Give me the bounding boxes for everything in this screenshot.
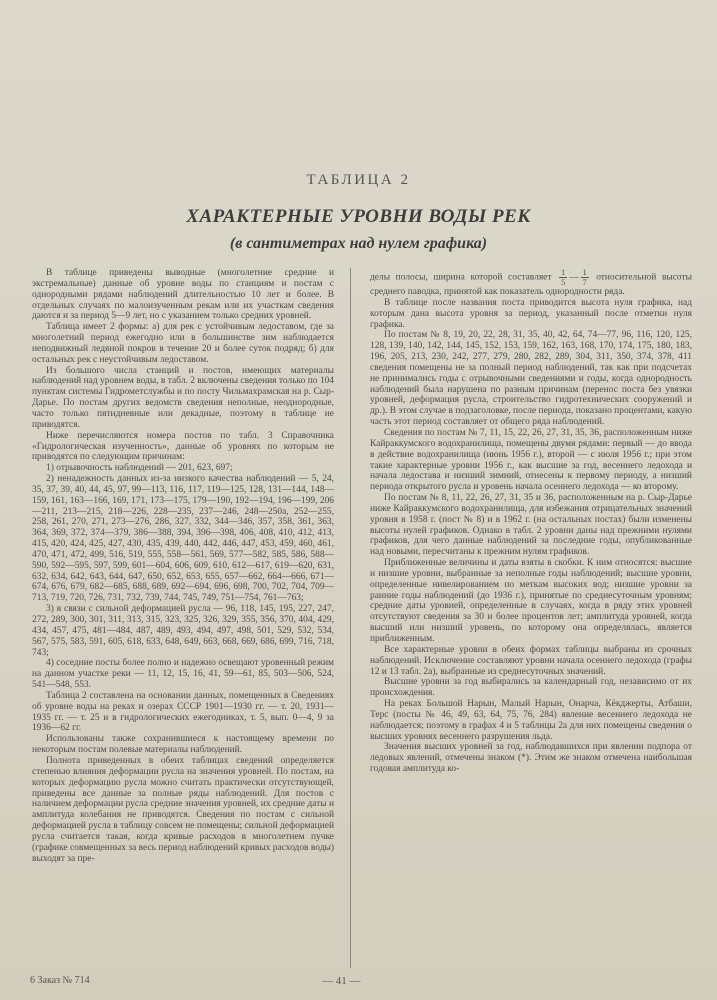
paragraph: Таблица имеет 2 формы: а) для рек с устойчивым ледоставом, где за многолетний период ежегодно или в большинстве зим наблюдается неподвижный ледяной покров в течение 20 и более суток подряд; б) для остальных рек с неустойчивым ледоставом. <box>32 322 334 365</box>
list-item: 2) ненадежность данных из-за низкого качества наблюдений — 5, 24, 35, 37, 39, 40, 44, 45, 97, 99—113, 116, 117, 119—125, 128, 131—144, 148—159, 161, 163—166, 169, 171, 173—175, 179—190, 192—194, 196—199, 206—211, 213—215, 218—226, 228—235, 237—246, 248—250а, 252—255, 258, 261, 270, 271, 273—276, 286, 327, 332, 344—346, 357, 358, 361, 363, 364, 369, 372, 374—379, 386—388, 394, 396—398, 406, 408, 410, 412, 413, 415, 420, 424, 425, 427, 430, 435, 439, 440, 442, 446, 447, 453, 459, 460, 461, 470, 471, 472, 499, 516, 519, 555, 558—561, 569, 577—582, 585, 586, 588—590, 592—595, 597, 599, 601—604, 606, 609, 610, 612—617, 619—620, 631, 632, 634, 642, 643, 644, 647, 650, 652, 653, 655, 657—662, 664—666, 671—674, 676, 679, 682—685, 688, 689, 692—694, 696, 698, 700, 702, 704, 709—713, 719, 720, 726, 731, 732, 739, 744, 745, 749, 751—754, 761—763; <box>32 474 334 604</box>
paragraph: Сведения по постам № 7, 11, 15, 22, 26, 27, 31, 35, 36, расположенным ниже Кайраккумского водохранилища, помещены двумя рядами: первый — до ввода в действие водохранилища (июнь 1956 г.), второй — с июля 1956 г.; при этом такие характерные уровни 1956 г., как высшие за год, весеннего ледохода и начала ледостава и низший зимний, отнесены к первому периоду, а низший периода открытого русла и уровень начала осеннего ледохода — ко второму. <box>370 427 692 493</box>
paragraph: По постам № 8, 19, 20, 22, 28, 31, 35, 40, 42, 64, 74—77, 96, 116, 120, 125, 128, 139, 140, 142, 144, 145, 152, 153, 159, 162, 163, 168, 170, 174, 175, 180, 183, 196, 205, 213, 230, 242, 277, 279, 280, 282, 289, 304, 311, 350, 374, 378, 411 сведения помещены не за полный период наблюдений, так как при подсчетах не принимались годы с отрывочными сведениями и годы, когда однородность наблюдений была нарушена по разным причинам (перенос поста без увязки уровней, деформация русла, строительство гидротехнических сооружений и др.). В этом случае в подзаголовке, после периода, показано процентами, какую часть этот период составляет от общего ряда наблюдений. <box>370 330 692 428</box>
left-column <box>32 268 334 958</box>
footer-print-info: 6 Заказ № 714 <box>30 975 90 986</box>
page-subtitle: (в сантиметрах над нулем графика) <box>229 235 488 252</box>
list-item: 1) отрывочность наблюдений — 201, 623, 697; <box>46 463 233 474</box>
fraction-numerator: 1 <box>561 268 566 277</box>
paragraph: Высшие уровни за год выбирались за календарный год, независимо от их происхождения. <box>370 677 692 699</box>
fraction-numerator: 1 <box>582 268 587 277</box>
paragraph: По постам № 8, 11, 22, 26, 27, 31, 35 и 36, расположенным на р. Сыр-Дарье ниже Кайраккумского водохранилища, для избежания отрицательных значений уровня в 1958 г. (пост № 8) и в 1962 г. (на остальных постах) были изменены высоты нулей графиков. Однако в табл. 2 уровни даны над прежними нулями графиков, для чего данные наблюдений за последние годы, опубликованные над новыми, пересчитаны к прежним нулям графиков. <box>370 493 692 558</box>
paragraph: Приближенные величины и даты взяты в скобки. К ним относятся: высшие и низшие уровни, выбранные за неполные годы наблюдений; высшие уровни, определенные нивелированием по меткам высоких вод; низшие уровни за ранние годы наблюдений (до 1936 г.), принятые по среднесуточным уровням; средние даты уровней, определенные в случаях, когда в ряду этих уровней отсутствуют сведения за 30 и более процентов лет; амплитуда уровней, когда высший или низший уровень, по которому она определялась, является приближенным. <box>370 558 692 644</box>
table-label: ТАБЛИЦА 2 <box>306 172 411 188</box>
fraction-outro-text: относительной высоты среднего паводка, принятой как показатель однородности ряда. <box>370 272 692 297</box>
right-column <box>370 268 692 958</box>
fraction-one-fifth <box>559 268 567 287</box>
paragraph: На реках Большой Нарын, Малый Нарын, Онарча, Кёкджерты, Атбаши, Терс (посты № 46, 49, 63, 64, 75, 76, 284) явление весеннего ледохода не наблюдается; поэтому в графах 4 и 5 таблицы 2а для них помещены сведения о высших уровнях весеннего разрушения льда. <box>370 699 692 742</box>
fraction-one-seventh <box>581 268 589 287</box>
paragraph: Использованы также сохранившиеся к настоящему времени по некоторым постам полевые материалы наблюдений. <box>32 734 334 756</box>
page-number: — 41 — <box>322 975 361 987</box>
paragraph: Все характерные уровни в обеих формах таблицы выбраны из срочных наблюдений. Исключение составляют уровни начала осеннего ледохода (графы 12 и 13 табл. 2а), выбранные из среднесуточных значений. <box>370 644 692 677</box>
paragraph-with-fraction <box>370 268 692 298</box>
fraction-intro-text: делы полосы, ширина которой составляет <box>370 272 552 283</box>
page-title: ХАРАКТЕРНЫЕ УРОВНИ ВОДЫ РЕК <box>186 206 531 227</box>
list-item: 4) соседние посты более полно и надежно освещают уровенный режим на данном участке реки — 11, 12, 15, 16, 41, 59—61, 85, 503—506, 524, 541—548, 553. <box>32 658 334 691</box>
column-divider <box>350 268 351 968</box>
paragraph: Значения высших уровней за год, наблюдавшихся при явлении подпора от ледовых явлений, отмечены знаком (*). Этим же знаком отмечена наибольшая годовая амплитуда ко- <box>370 742 692 775</box>
paragraph: В таблице приведены выводные (многолетние средние и экстремальные) данные об уровне воды по станциям и постам с однородными рядами наблюдений длительностью 10 лет и более. В отдельных случаях по малоизученным рекам или их участкам сведения даются и за период 5—9 лет, но с указанием только средних уровней. <box>32 268 334 322</box>
fraction-denominator: 5 <box>561 278 566 287</box>
fraction-denominator: 7 <box>582 278 587 287</box>
paragraph: В таблице после названия поста приводится высота нуля графика, над которым дана высота уровня за период, указанный после отметки нуля графика. <box>370 297 692 330</box>
paragraph: Полнота приведенных в обеих таблицах сведений определяется степенью влияния деформации русла на значения уровней. По постам, на которых деформацию русла можно считать практически отсутствующей, приведены все данные за полные ряды наблюдений. Для постов с наличием деформации русла средние значения уровней, их средние даты и амплитуда колебания не приводятся. Сведения по постам с сильной деформацией русла в таблицу совсем не помещены; сильной деформацией русла считается такая, когда кривые расходов в многолетнем пучке (графике совмещенных за весь период наблюдений кривых расходов воды) выходят за пре- <box>32 755 334 864</box>
paragraph: Ниже перечисляются номера постов по табл. 3 Справочника «Гидрологическая изученность», данные об уровнях по которым не приводятся по следующим причинам: <box>32 430 334 463</box>
fraction-dash: — <box>569 272 579 283</box>
list-item: 3) в связи с сильной деформацией русла — 96, 118, 145, 195, 227, 247, 272, 289, 300, 301, 311, 313, 315, 323, 325, 326, 329, 355, 356, 370, 404, 429, 434, 457, 475, 481—484, 487, 489, 493, 494, 497, 498, 501, 529, 532, 534, 567, 575, 583, 591, 605, 618, 633, 648, 649, 663, 668, 669, 686, 699, 716, 718, 743; <box>32 604 334 658</box>
paragraph: Из большого числа станций и постов, имеющих материалы наблюдений над уровнем воды, в табл. 2 включены сведения только по 104 пунктам системы Гидрометслужбы и по посту Чильмахрамская на р. Сыр-Дарье. По постам других ведомств сведения неполные, неоднородные, часто только пятидневные или декадные, поэтому в таблице не приводятся. <box>32 365 334 430</box>
paragraph: Таблица 2 составлена на основании данных, помещенных в Сведениях об уровне воды на реках и озерах СССР 1901—1930 гг. — т. 20, 1931—1935 гг. — т. 25 и в гидрологических ежегодниках, т. 5, вып. 0—4, 9 за 1936—62 гг. <box>32 690 334 734</box>
